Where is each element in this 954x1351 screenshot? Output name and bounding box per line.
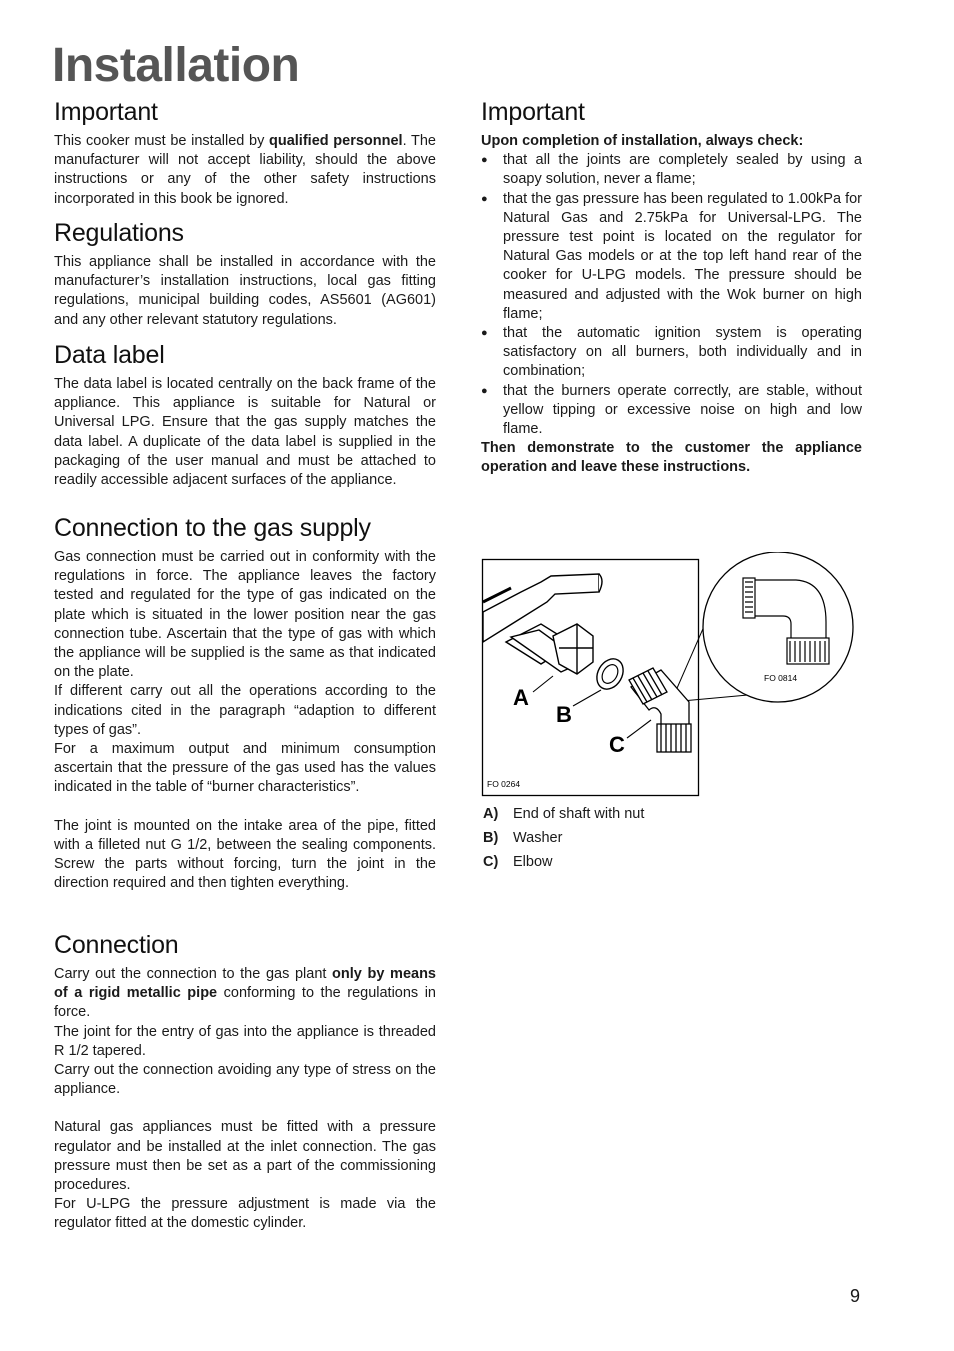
connection-p3: Carry out the connection avoiding any type of stress on the appliance. xyxy=(54,1062,436,1098)
main-figure-code: FO 0264 xyxy=(487,779,521,789)
gas-connection-diagram xyxy=(481,552,856,797)
checklist-item: ● that all the joints are completely sealed by using a soapy solution, never a flame; xyxy=(481,151,862,189)
regulations-heading: Regulations xyxy=(54,219,184,247)
regulations-section xyxy=(54,217,436,330)
important-text: This cooker must be installed by qualified personnel. The manufacturer will not accept liability, should the above instructions or any of the other safety instructions incorporated in this book be ignored. xyxy=(54,133,436,207)
gas-supply-p2: If different carry out all the operations according to the indications cited in the paragraph “adaption to different types of gas”. xyxy=(54,683,436,738)
checklist-item: ● that the automatic ignition system is operating satisfactory on all burners, both individually and in combination; xyxy=(481,324,862,382)
gas-supply-p3: For a maximum output and minimum consumption ascertain that the pressure of the gas used has the values indicated in the table of “burner characteristics”. xyxy=(54,741,436,796)
legend-item: B) Washer xyxy=(483,830,563,846)
data-label-heading: Data label xyxy=(54,341,165,369)
label-a: A xyxy=(513,685,529,710)
important-heading: Important xyxy=(54,98,158,126)
checklist-closing: Then demonstrate to the customer the appliance operation and leave these instructions. xyxy=(481,440,862,476)
checklist-section xyxy=(481,96,862,478)
checklist-heading: Important xyxy=(481,98,585,126)
connection-p5: For U-LPG the pressure adjustment is made via the regulator fitted at the domestic cylinder. xyxy=(54,1196,436,1232)
checklist-item: ● that the gas pressure has been regulated to 1.00kPa for Natural Gas and 2.75kPa for Universal-LPG. The pressure test point is located on the regulator for Natural Gas models or at the top left hand rear of the cooker for U-LPG models. The pressure should be measured and adjusted with the Wok burner on high flame; xyxy=(481,190,862,324)
page-number: 9 xyxy=(850,1286,861,1306)
connection-p4: Natural gas appliances must be fitted with a pressure regulator and be installed at the inlet connection. The gas pressure must then be set as a part of the commissioning procedures. xyxy=(54,1119,436,1194)
label-b: B xyxy=(556,702,572,727)
legend-item: A) End of shaft with nut xyxy=(483,806,645,822)
regulations-text: This appliance shall be installed in accordance with the manufacturer’s installation instructions, local gas fitting regulations, municipal building codes, AS5601 (AG601) and any other relevant statutory regulations. xyxy=(54,254,436,328)
gas-supply-section xyxy=(54,512,436,893)
label-c: C xyxy=(609,732,625,757)
connection-heading: Connection xyxy=(54,931,179,959)
data-label-section xyxy=(54,339,436,490)
checklist-item: ● that the burners operate correctly, are stable, without yellow tipping or excessive noise on high and low flame. xyxy=(481,382,862,440)
checklist-intro: Upon completion of installation, always check: xyxy=(481,133,804,149)
data-label-text: The data label is located centrally on the back frame of the appliance. This appliance is suitable for Natural or Universal LPG. Ensure that the gas supply matches the data label. A duplicate of the data label is supplied in the packaging of the user manual and must be attached to readily accessible adjacent surfaces of the appliance. xyxy=(54,376,436,489)
page-title: Installation xyxy=(52,39,300,92)
important-section xyxy=(54,96,436,209)
connection-p2: The joint for the entry of gas into the appliance is threaded R 1/2 tapered. xyxy=(54,1023,436,1059)
legend-item: C) Elbow xyxy=(483,854,553,870)
connection-section xyxy=(54,929,436,1234)
connection-p1: Carry out the connection to the gas plant only by means of a rigid metallic pipe conforming to the regulations in force. xyxy=(54,966,437,1021)
checklist-list xyxy=(481,151,862,439)
gas-supply-p1: Gas connection must be carried out in conformity with the regulations in force. The appliance leaves the factory tested and regulated for the type of gas indicated on the plate which is situated in the lower position near the gas connection tube. Ascertain that the type of gas with which the appliance will be supplied is the same as that indicated on the plate. xyxy=(54,549,436,681)
figure-legend xyxy=(483,802,644,874)
gas-supply-p4: The joint is mounted on the intake area of the pipe, fitted with a filleted nut G 1/2, between the sealing components. Screw the parts without forcing, turn the joint in the direction required and then tighten everything. xyxy=(54,817,436,892)
detail-figure-code: FO 0814 xyxy=(764,673,798,683)
gas-supply-heading: Connection to the gas supply xyxy=(54,514,371,542)
